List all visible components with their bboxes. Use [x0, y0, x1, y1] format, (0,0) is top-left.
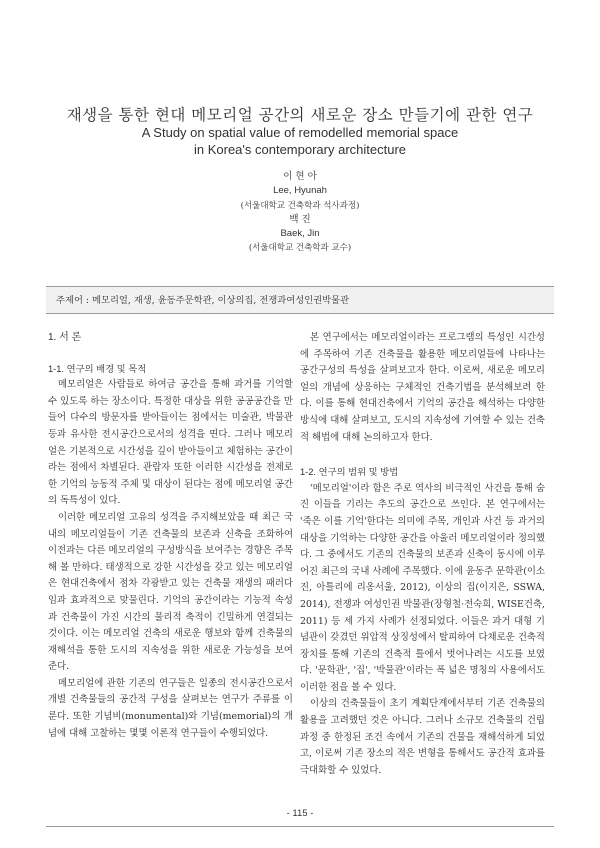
keywords-box: 주제어 : 메모리얼, 재생, 윤동주문학관, 이상의집, 전쟁과여성인권박물관 [46, 286, 554, 314]
left-column [48, 330, 293, 742]
author-name-en: Baek, Jin [280, 228, 320, 240]
body-paragraph: 이러한 메모리얼 고유의 성격을 주지해보았을 때 최근 국내의 메모리얼들이 기존 건축물의 보존과 신축을 조화하여 이전과는 다른 메모리얼의 구성방식을 보여주는 경향은 주목해 볼 만하다. 태생적으로 강한 시간성을 갖고 있는 메모리얼은 현대건축에서 점차 각광받고 있는 건축물 재생의 패러다임과 효과적으로 맞물린다. 기억의 공간이라는 기능적 속성과 건축물이 가진 시간의 물리적 축적이 긴밀하게 연결되는 것이다. 이는 메모리얼 건축의 새로운 행보와 함께 건축물의 재해석을 통한 도시의 지속성을 위한 새로운 가능성을 보여준다. [48, 511, 293, 673]
subsection-heading: 1-2. 연구의 범위 및 방법 [300, 467, 399, 478]
right-column [300, 330, 545, 779]
page-number: - 115 - [286, 808, 314, 819]
body-paragraph: 메모리얼에 관한 기존의 연구들은 일종의 전시공간으로서 개별 건축물들의 공간적 구성을 살펴보는 연구가 주류를 이룬다. 또한 기념비(monumental)와 기념(memorial)의 개념에 대해 고찰하는 몇몇 이론적 연구들이 수행되었다. [48, 677, 293, 739]
body-paragraph: 본 연구에서는 메모리얼이라는 프로그램의 특성인 시간성에 주목하여 기존 건축물을 활용한 메모리얼들에 나타나는 공간구성의 특성을 살펴보고자 한다. 이로써, 새로운 메모리얼의 개념에 상응하는 구체적인 건축기법을 분석해보려 한다. 이를 통해 현대건축에서 기억의 공간을 해석하는 다양한 방식에 대해 살펴보고, 도시의 지속성에 기여할 수 있는 건축적 해법에 대해 논의하고자 한다. [300, 332, 545, 443]
author-name-ko: 이 현 아 [283, 171, 317, 182]
author-name-ko: 백 진 [289, 213, 311, 225]
paper-title-english [0, 124, 600, 158]
author-affiliation: (서울대학교 건축학과 교수) [248, 243, 352, 254]
body-paragraph: 메모리얼은 사람들로 하여금 공간을 통해 과거를 기억할 수 있도록 하는 장소이다. 특정한 대상을 위한 공공공간을 만들어 다수의 방문자를 받아들이는 점에서는 미술관, 박물관 등과 유사한 전시공간으로서의 성격을 띤다. 그러나 메모리얼은 기본적으로 시간성을 깊이 받아들이고 체험하는 공간이라는 점에서 차별된다. 관람자 또한 이러한 시간성을 전제로 한 기억의 능동적 주체 및 대상이 된다는 점에 메모리얼 공간의 독특성이 있다. [48, 379, 293, 507]
author-affiliation: (서울대학교 건축학과 석사과정) [240, 200, 360, 211]
body-paragraph: 이상의 건축물들이 초기 계획단계에서부터 기존 건축물의 활용을 고려했던 것은 아니다. 그러나 소규모 건축물의 건립과정 중 한정된 조건 속에서 기존의 건물을 재해석하게 되었고, 이로써 기존 장소의 적은 변형을 통해서도 공간적 효과를 극대화할 수 있었다. [300, 698, 545, 776]
paper-title-korean: 재생을 통한 현대 메모리얼 공간의 새로운 장소 만들기에 관한 연구 [66, 106, 534, 124]
footer-rule [46, 826, 554, 827]
title-english-line2: in Korea's contemporary architecture [193, 142, 407, 157]
author-name-en: Lee, Hyunah [273, 185, 327, 197]
author-block [0, 170, 600, 256]
section-heading: 1. 서 론 [48, 332, 82, 343]
body-paragraph: '메모리얼'이라 함은 주로 역사의 비극적인 사건을 통해 숨진 이들을 기리는 추도의 공간으로 쓰인다. 본 연구에서는 '죽은 이를 기억'한다는 의미에 주목, 개인과 사건 등 과거의 대상을 기억하는 다양한 공간을 아울러 메모리얼이라 정의했다. 그 중에서도 기존의 건축물의 보존과 신축이 동시에 이루어진 최근의 국내 사례에 주목했다. 이에 윤동주 문학관(이소진, 아틀리에 리옹서울, 2012), 이상의 집(이지은, SSWA, 2014), 전쟁과 여성인권 박물관(장형철·전숙희, WISE건축, 2011) 등 세 가지 사례가 선정되었다. 이들은 과거 대형 기념관이 갖겼던 위압적 상징성에서 탈피하여 다채로운 건축적 장치를 통해 기존의 건축적 틀에서 벗어나려는 시도를 보였다. '문학관', '집', '박물관'이라는 폭 넓은 명칭의 사용에서도 이러한 점을 볼 수 있다. [300, 482, 545, 693]
title-english-line1: A Study on spatial value of remodelled memorial space [141, 125, 459, 140]
subsection-heading: 1-1. 연구의 배경 및 목적 [48, 363, 147, 374]
